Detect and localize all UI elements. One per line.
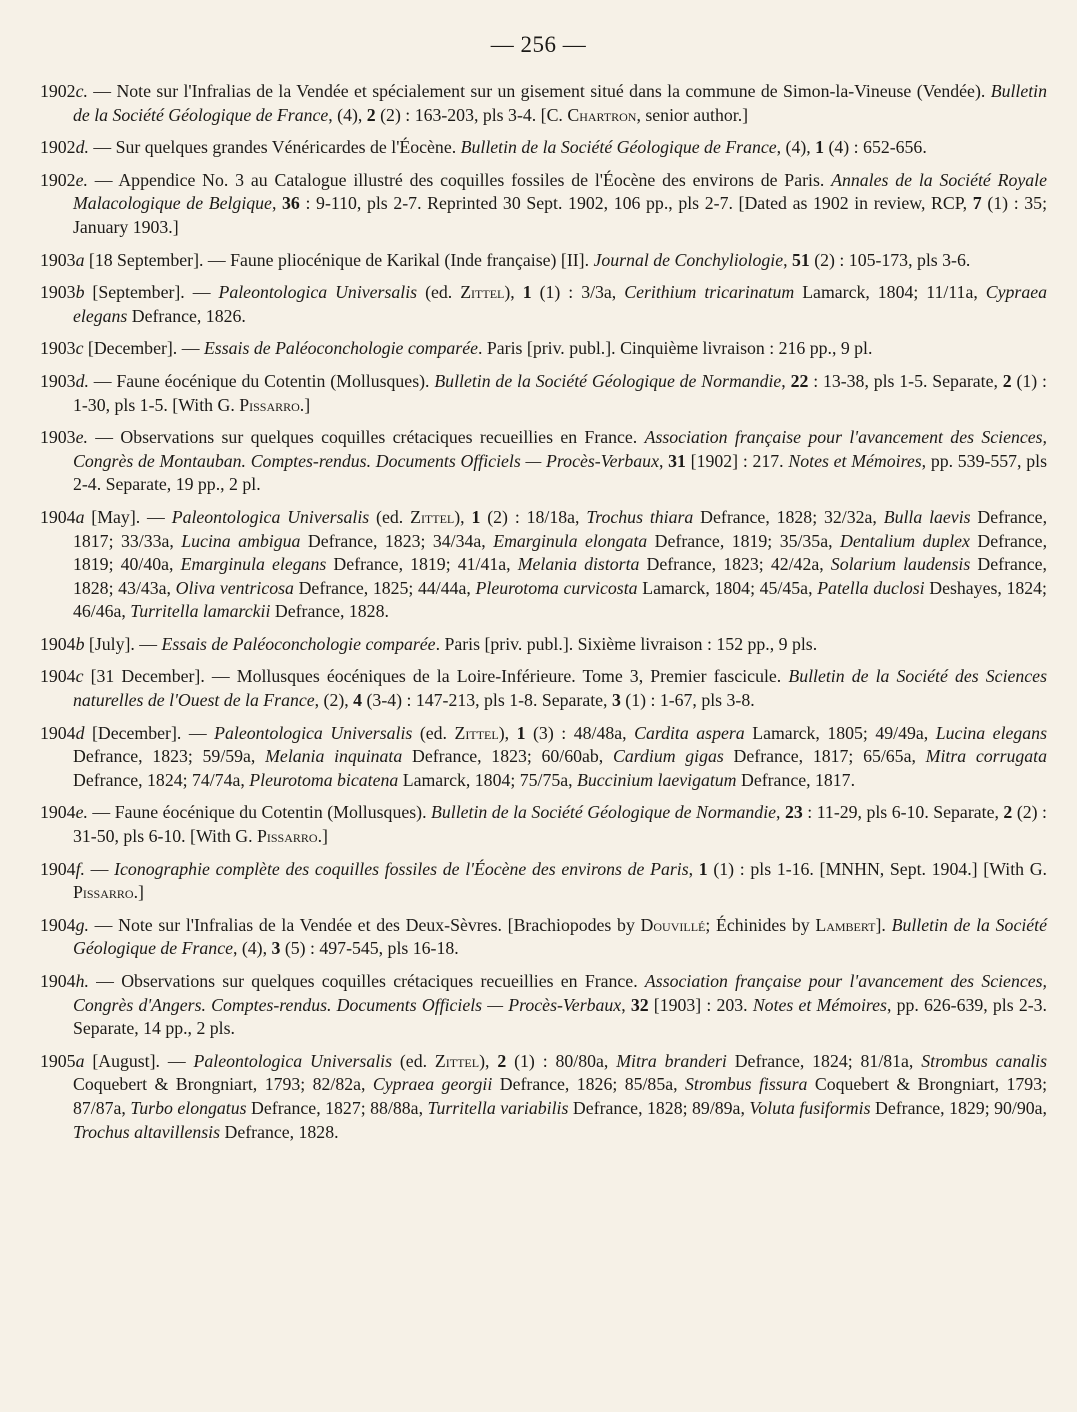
entry-text: Defrance, 1826; 85/85a,: [492, 1074, 685, 1095]
entry-text: (1) : 1-67, pls 3-8.: [620, 690, 755, 711]
entry-text: (5) : 497-545, pls 16-18.: [280, 938, 459, 959]
entry-text: Defrance, 1828.: [270, 601, 389, 622]
entry-italic-text: Cypraea georgii: [372, 1074, 493, 1095]
entry-author-name: Pissarro: [257, 826, 318, 847]
entry-text: ,: [783, 249, 793, 270]
entry-volume: 51: [792, 249, 810, 270]
entry-text: Defrance, 1823; 59/59a,: [73, 746, 266, 767]
entry-author-name: Chartron: [567, 104, 637, 125]
bibliography-entry: [40, 136, 1047, 160]
entry-volume: 36: [282, 193, 300, 214]
entry-text: Lamarck, 1804; 45/45a,: [637, 577, 818, 598]
entry-text: : 13-38, pls 1-5. Separate,: [808, 370, 1003, 391]
entry-text: Defrance, 1819; 41/41a,: [326, 554, 518, 575]
entry-text: — Observations sur quelques coquilles crétaciques recueillies en France.: [87, 427, 645, 448]
entry-text: Defrance, 1817; 65/65a,: [723, 746, 926, 767]
bibliography-entry: [40, 249, 1047, 273]
entry-volume: 4: [353, 690, 363, 711]
entry-author-name: Douvillé: [640, 914, 706, 935]
entry-italic-text: Paleontologica Universalis: [171, 506, 370, 527]
entry-year: 1902: [40, 81, 76, 101]
entry-text: Lamarck, 1804; 75/75a,: [398, 769, 578, 790]
entry-italic-text: Association française pour l'avancement des Sciences, Congrès de Montauban. Comptes-rendus. Documents Officiels — Procès-Verbaux: [73, 427, 1047, 471]
entry-suffix: c: [75, 666, 84, 687]
entry-italic-text: Paleontologica Universalis: [214, 722, 413, 743]
entry-volume: 3: [611, 690, 621, 711]
entry-volume: 2: [1002, 370, 1012, 391]
entry-text: Defrance, 1817.: [736, 769, 856, 790]
entry-italic-text: Cypraea elegans: [73, 282, 1048, 326]
entry-text: .]: [317, 826, 328, 847]
entry-text: , (4),: [328, 104, 367, 125]
entry-text: [December]. —: [84, 722, 215, 743]
entry-year: 1902: [40, 169, 76, 190]
entry-volume: 31: [668, 450, 686, 471]
entry-text: Coquebert & Brongniart, 1793; 87/87a,: [73, 1074, 1048, 1118]
entry-year: 1904: [40, 971, 76, 991]
entry-italic-text: Association française pour l'avancement des Sciences, Congrès d'Angers. Comptes-rendus. Documents Officiels — Procès-Verbaux: [73, 971, 1047, 1015]
entry-suffix: g.: [75, 914, 89, 935]
bibliography-entry: [40, 801, 1047, 848]
entry-text: Lamarck, 1804; 11/11a,: [794, 282, 986, 303]
entry-text: — Note sur l'Infralias de la Vendée et spécialement sur un gisement situé dans la commune de Simon-la-Vineuse (Vendée).: [87, 81, 991, 101]
entry-italic-text: Mitra corrugata: [925, 746, 1047, 767]
entry-text: Defrance, 1826.: [127, 305, 246, 326]
entry-italic-text: Iconographie complète des coquilles fossiles de l'Éocène des environs de Paris: [114, 858, 689, 879]
entry-text: (3-4) : 147-213, pls 1-8. Separate,: [362, 690, 612, 711]
entry-italic-text: Cerithium tricarinatum: [624, 282, 795, 303]
entry-text: [31 December]. — Mollusques éocéniques de la Loire-Inférieure. Tome 3, Premier fascicule.: [83, 666, 789, 687]
bibliography-entry: [40, 858, 1047, 905]
entry-year: 1904: [40, 802, 76, 823]
entry-year: 1903: [40, 282, 76, 303]
entry-author-name: Pissarro: [73, 882, 134, 903]
entry-text: [July]. —: [84, 633, 162, 654]
entry-text: : 9-110, pls 2-7. Reprinted 30 Sept. 1902, 106 pp., pls 2-7. [Dated as 1902 in review, RCP,: [299, 193, 973, 214]
bibliography-entry: [40, 665, 1047, 712]
entry-year: 1904: [40, 633, 76, 654]
entry-text: ].: [875, 914, 892, 935]
entry-text: — Observations sur quelques coquilles crétaciques recueillies en France.: [88, 971, 645, 991]
entry-volume: 22: [790, 370, 809, 391]
entry-text: Defrance, 1819; 40/40a,: [73, 530, 1048, 575]
entry-author-name: Zittel: [410, 506, 455, 527]
entry-text: Coquebert & Brongniart, 1793; 82/82a,: [73, 1074, 373, 1095]
entry-suffix: d.: [75, 370, 89, 391]
entry-text: [18 September]. — Faune pliocénique de Karikal (Inde française) [II].: [84, 249, 594, 270]
bibliography-entry: [40, 370, 1047, 417]
entry-suffix: a: [75, 249, 85, 270]
entry-text: — Sur quelques grandes Vénéricardes de l'Éocène.: [88, 137, 461, 158]
entry-italic-text: Notes et Mémoires: [788, 450, 922, 471]
entry-italic-text: Bulletin de la Société Géologique de Normandie: [434, 370, 782, 391]
entry-italic-text: Buccinium laevigatum: [577, 769, 737, 790]
entry-year: 1905: [40, 1050, 76, 1071]
entry-text: (2) : 18/18a,: [480, 506, 587, 527]
entry-year: 1904: [40, 666, 76, 687]
entry-text: (3) : 48/48a,: [525, 722, 635, 743]
entry-italic-text: Essais de Paléoconchologie comparée: [203, 338, 478, 359]
entry-text: [May]. —: [84, 506, 172, 527]
bibliography-entry: [40, 426, 1047, 497]
entry-italic-text: Melania distorta: [517, 554, 640, 575]
entry-year: 1903: [40, 249, 76, 270]
entry-text: : 11-29, pls 6-10. Separate,: [802, 802, 1004, 823]
entry-text: , pp. 626-639, pls 2-3. Separate, 14 pp., 2 pls.: [73, 994, 1047, 1039]
entry-text: Defrance, 1824; 81/81a,: [726, 1050, 922, 1071]
entry-text: — Appendice No. 3 au Catalogue illustré des coquilles fossiles de l'Éocène des environs de Paris.: [87, 169, 832, 190]
entry-suffix: e.: [75, 427, 88, 448]
entry-volume: 1: [471, 506, 481, 527]
page-number: — 256 —: [490, 32, 587, 57]
entry-suffix: e.: [75, 169, 88, 190]
entry-text: ,: [781, 370, 791, 391]
entry-text: (2) : 31-50, pls 6-10. [With G.: [73, 802, 1047, 847]
entry-text: —: [84, 858, 115, 879]
entry-text: (2) : 163-203, pls 3-4. [C.: [375, 104, 568, 125]
entry-italic-text: Strombus fissura: [685, 1074, 808, 1095]
entry-text: ,: [776, 802, 785, 823]
entry-text: (ed.: [412, 722, 455, 743]
entry-text: — Note sur l'Infralias de la Vendée et des Deux-Sèvres. [Brachiopodes by: [88, 914, 641, 935]
entry-italic-text: Lucina ambigua: [181, 530, 301, 551]
entry-author-name: Pissarro: [239, 394, 300, 415]
entry-text: (2) : 105-173, pls 3-6.: [809, 249, 971, 270]
entry-suffix: b: [75, 633, 85, 654]
entry-author-name: Lambert: [815, 914, 876, 935]
entry-text: ),: [504, 282, 523, 303]
bibliography-entry: [40, 337, 1047, 361]
entry-text: (1) : 35; January 1903.]: [73, 193, 1048, 237]
bibliography-entry: [40, 80, 1047, 127]
entry-text: ,: [621, 994, 631, 1015]
entry-text: (1) : pls 1-16. [MNHN, Sept. 1904.] [With G.: [707, 858, 1048, 879]
entry-text: [1903] : 203.: [648, 994, 753, 1015]
entry-italic-text: Bulletin de la Société Géologique de Normandie: [431, 802, 777, 823]
entry-text: .]: [299, 394, 311, 415]
entry-text: Defrance, 1823; 60/60ab,: [402, 746, 613, 767]
entry-text: Defrance, 1828; 89/89a,: [568, 1097, 750, 1118]
entry-text: ,: [688, 858, 699, 879]
entry-text: . Paris [priv. publ.]. Cinquième livraison : 216 pp., 9 pl.: [478, 338, 873, 359]
entry-text: ,: [658, 450, 669, 471]
entry-italic-text: Oliva ventricosa: [175, 577, 294, 598]
entry-suffix: a: [75, 506, 85, 527]
bibliography-entry: [40, 1050, 1047, 1144]
entry-italic-text: Solarium laudensis: [830, 554, 971, 575]
entry-italic-text: Journal de Conchyliologie: [593, 249, 784, 270]
entry-italic-text: Bulletin de la Société des Sciences naturelles de l'Ouest de la France: [73, 666, 1047, 711]
entry-text: (1) : 3/3a,: [531, 282, 625, 303]
entry-text: .]: [133, 882, 144, 903]
entry-text: (1) : 80/80a,: [506, 1050, 617, 1071]
entry-text: (ed.: [369, 506, 411, 527]
entry-italic-text: Bulletin de la Société Géologique de France: [460, 137, 777, 158]
entry-suffix: c: [75, 338, 84, 359]
entry-text: Defrance, 1825; 44/44a,: [293, 577, 476, 598]
entry-italic-text: Bulletin de la Société Géologique de France: [73, 914, 1047, 959]
entry-volume: 1: [516, 722, 526, 743]
entry-italic-text: Notes et Mémoires: [752, 994, 887, 1015]
entry-year: 1904: [40, 722, 76, 743]
bibliography-entry: [40, 970, 1047, 1041]
entry-text: , pp. 539-557, pls 2-4. Separate, 19 pp., 2 pl.: [73, 450, 1047, 495]
entry-volume: 1: [522, 282, 532, 303]
entry-italic-text: Strombus canalis: [921, 1050, 1048, 1071]
bibliography-entry: [40, 506, 1047, 624]
entry-text: Defrance, 1823; 34/34a,: [300, 530, 494, 551]
entry-text: Defrance, 1823; 42/42a,: [639, 554, 831, 575]
entry-text: , (4),: [776, 137, 816, 158]
entry-suffix: b: [75, 282, 85, 303]
entry-text: Defrance, 1817; 33/33a,: [73, 506, 1048, 551]
entry-italic-text: Emarginula elegans: [180, 554, 327, 575]
entry-text: [August]. —: [84, 1050, 194, 1071]
entry-italic-text: Trochus thiara: [586, 506, 694, 527]
bibliography-entry: [40, 722, 1047, 793]
entry-italic-text: Patella duclosi: [817, 577, 925, 598]
entry-text: Defrance, 1828; 43/43a,: [73, 554, 1047, 598]
entry-volume: 2: [497, 1050, 507, 1071]
entry-volume: 7: [972, 193, 982, 214]
bibliography-entry: [40, 169, 1047, 240]
entry-italic-text: Dentalium duplex: [840, 530, 970, 551]
entry-text: . Paris [priv. publ.]. Sixième livraison : 152 pp., 9 pls.: [435, 633, 818, 654]
entry-italic-text: Pleurotoma curvicosta: [475, 577, 638, 598]
entry-italic-text: Mitra branderi: [616, 1050, 727, 1071]
entry-volume: 1: [698, 858, 708, 879]
bibliography-entry: [40, 633, 1047, 657]
entry-suffix: f.: [75, 858, 85, 879]
entry-italic-text: Turritella variabilis: [427, 1097, 569, 1118]
entry-text: Defrance, 1829; 90/90a,: [870, 1097, 1047, 1118]
entry-text: — Faune éocénique du Cotentin (Mollusques).: [88, 370, 435, 391]
entry-text: Defrance, 1828; 32/32a,: [693, 506, 884, 527]
entry-italic-text: Paleontologica Universalis: [193, 1050, 393, 1071]
entry-text: ),: [479, 1050, 498, 1071]
entry-text: ),: [454, 506, 472, 527]
entry-italic-text: Bulla laevis: [883, 506, 971, 527]
entry-italic-text: Turbo elongatus: [130, 1097, 247, 1118]
entry-suffix: h.: [75, 971, 89, 991]
bibliography-entry: [40, 281, 1047, 328]
entry-suffix: a: [75, 1050, 85, 1071]
entry-italic-text: Melania inquinata: [265, 746, 403, 767]
entry-italic-text: Lucina elegans: [935, 722, 1047, 743]
entry-italic-text: Paleontologica Universalis: [218, 282, 418, 303]
entry-italic-text: Trochus altavillensis: [73, 1121, 221, 1142]
entry-year: 1903: [40, 370, 76, 391]
entry-text: [September]. —: [84, 282, 219, 303]
entry-year: 1902: [40, 137, 76, 158]
entry-text: ),: [498, 722, 517, 743]
entry-text: Defrance, 1824; 74/74a,: [73, 769, 250, 790]
entry-year: 1903: [40, 427, 76, 448]
entry-text: Defrance, 1819; 35/35a,: [647, 530, 841, 551]
entry-text: — Faune éocénique du Cotentin (Mollusques).: [87, 802, 432, 823]
entry-italic-text: Pleurotoma bicatena: [249, 769, 399, 790]
entry-text: [1902] : 217.: [685, 450, 789, 471]
entry-volume: 23: [784, 802, 803, 823]
entry-text: ,: [271, 193, 283, 214]
entry-italic-text: Cardita aspera: [634, 722, 745, 743]
entry-suffix: d.: [75, 137, 89, 158]
entry-italic-text: Turritella lamarckii: [130, 601, 271, 622]
entry-italic-text: Essais de Paléoconchologie comparée: [161, 633, 436, 654]
entry-text: Lamarck, 1805; 49/49a,: [744, 722, 936, 743]
entry-volume: 3: [271, 938, 281, 959]
entry-suffix: c.: [75, 81, 88, 101]
entry-text: Defrance, 1828.: [220, 1121, 339, 1142]
entry-author-name: Zittel: [434, 1050, 480, 1071]
entry-italic-text: Emarginula elongata: [493, 530, 648, 551]
entry-volume: 32: [630, 994, 649, 1015]
entry-text: (1) : 1-30, pls 1-5. [With G.: [73, 370, 1047, 415]
entry-text: , senior author.]: [636, 104, 749, 125]
entry-italic-text: Cardium gigas: [612, 746, 724, 767]
entry-suffix: d: [75, 722, 85, 743]
entry-italic-text: Bulletin de la Société Géologique de France: [73, 81, 1047, 125]
entry-year: 1903: [40, 338, 76, 359]
entry-text: [December]. —: [83, 338, 204, 359]
entry-author-name: Zittel: [454, 722, 499, 743]
entry-italic-text: Annales de la Société Royale Malacologique de Belgique: [73, 169, 1047, 214]
entry-year: 1904: [40, 506, 76, 527]
entry-text: , (2),: [314, 690, 354, 711]
entry-volume: 2: [366, 104, 376, 125]
entry-text: ; Échinides by: [705, 914, 816, 935]
entry-suffix: e.: [75, 802, 88, 823]
entry-italic-text: Voluta fusiformis: [749, 1097, 871, 1118]
entry-year: 1904: [40, 914, 76, 935]
bibliography-entry: [40, 914, 1047, 961]
entry-text: Defrance, 1827; 88/88a,: [246, 1097, 428, 1118]
bibliography-list: [40, 80, 1047, 1153]
entry-volume: 2: [1003, 802, 1013, 823]
entry-text: , (4),: [232, 938, 272, 959]
entry-volume: 1: [815, 137, 825, 158]
entry-text: Deshayes, 1824; 46/46a,: [73, 577, 1047, 622]
entry-text: (ed.: [417, 282, 461, 303]
entry-text: (ed.: [392, 1050, 435, 1071]
entry-year: 1904: [40, 858, 76, 879]
entry-author-name: Zittel: [460, 282, 505, 303]
entry-text: (4) : 652-656.: [824, 137, 927, 158]
